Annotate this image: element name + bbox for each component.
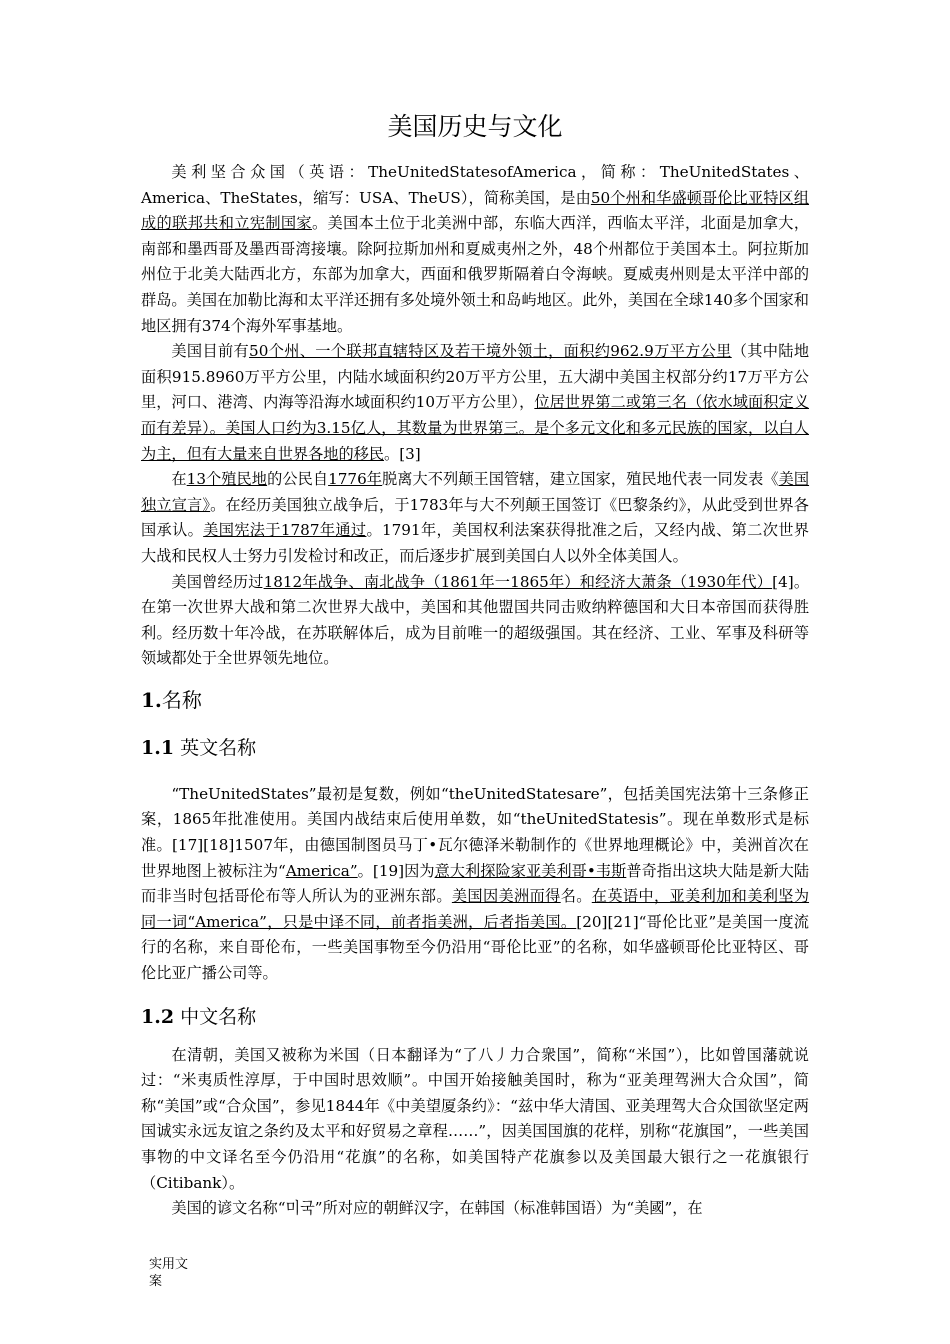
underlined-text-run: 50个州、一个联邦直辖特区及若干境外领土，面积约962.9万平方公里 [249,342,732,361]
text-run: 在清朝，美国又被称为米国（日本翻译为“了八丿力合衆国”，简称“米国”），比如曾国藩就说过：“米夷质性淳厚，于中国时思效顺”。中国开始接触美国时，称为“亚美理驾洲大合众国”，简称“美国”或“合众国”，参见1844年《中美望厦条约》：“兹中华大清国、亚美理驾大合众国欲坚定两国诚实永远友谊之条约及太平和好贸易之章程……”，因美国国旗的花样，别称“花旗国”，一些美国事物的中文译名至今仍沿用“花旗”的名称，如美国特产花旗参以及美国最大银行之一花旗银行（Citibank）。 [141,1045,809,1192]
intro-paragraph-4 [141,570,809,672]
section-label: 名称 [161,687,202,712]
underlined-text-run: 美国宪法于1787年通过 [203,521,367,540]
footer-line-1: 实用文 [149,1257,189,1272]
chinese-name-paragraph-1 [141,1043,809,1197]
underlined-text-run: 1812年战争、南北战争（1861年一1865年）和经济大萧条（1930年代） [263,572,773,591]
text-run: 名。 [560,887,592,906]
underlined-text-run: 在英语中，亚美利加和美利坚为同一词“America”，只是中译不同，前者指美洲，后者指美国。 [141,887,810,931]
subsection-label: 英文名称 [174,736,257,759]
underlined-text-run: 美国独立宣言》 [141,470,810,514]
text-run: 。1791年，美国权利法案获得批准之后，又经内战、第二次世界大战和民权人士努力引发检讨和改正，而后逐步扩展到美国白人以外全体美国人。 [141,521,810,565]
underlined-text-run: America” [285,861,358,880]
chinese-name-paragraph-2 [141,1196,809,1222]
page-footer [149,1256,209,1290]
text-run: 脱离大不列颠王国管辖，建立国家，殖民地代表一同发表《 [382,470,779,489]
text-run: 在 [171,470,187,489]
subsection-number: 1.1 [141,736,175,759]
intro-paragraph-2 [141,339,809,467]
text-run: 。[3] [384,444,421,463]
subsection-number: 1.2 [141,1005,175,1028]
text-run: 。[19]因为 [357,861,435,880]
section-heading-name [141,680,809,720]
text-run: 美国曾经历过 [171,572,264,591]
subsection-heading-chinese-name [141,997,809,1037]
intro-paragraph-3 [141,467,809,569]
text-run: 的公民自 [267,470,329,489]
text-run: 。在经历美国独立战争后，于1783年与大不列颠王国签订《巴黎条约》，从此受到世界各国承认。 [141,495,809,540]
text-run: [20][21]“哥伦比亚”是美国一度流行的名称，来自哥伦布，一些美国事物至今仍沿用“哥伦比亚”的名称，如华盛顿哥伦比亚特区、哥伦比亚广播公司等。 [141,912,809,983]
underlined-text-run: 意大利探险家亚美利哥•韦斯 [434,861,627,880]
text-run: [4]。在第一次世界大战和第二次世界大战中，美国和其他盟国共同击败纳粹德国和大日本帝国而获得胜利。经历数十年冷战，在苏联解体后，成为目前唯一的超级强国。其在经济、工业、军事及科研等领域都处于全世界领先地位。 [141,572,810,668]
document-body [141,108,809,1222]
subsection-label: 中文名称 [174,1005,257,1028]
underlined-text-run: 美国因美洲而得 [451,887,561,906]
subsection-heading-english-name [141,728,809,768]
underlined-text-run: 位居世界第二或第三名（依水域面积定义而有差异）。美国人口约为3.15亿人，其数量为世界第三。是个多元文化和多元民族的国家，以白人为主，但有大量来自世界各地的移民 [141,393,810,463]
intro-paragraph-1 [141,160,809,339]
underlined-text-run: 13个殖民地 [186,470,268,489]
text-run: 美国的谚文名称“미국”所对应的朝鲜汉字，在韩国（标准韩国语）为“美國”，在 [171,1199,703,1218]
text-run: 美国目前有 [171,342,250,361]
document-title: 美国历史与文化 [387,112,563,141]
text-run: 美利坚合众国（英语：TheUnitedStatesofAmerica，简称：TheUnitedStates、America、TheStates，缩写：USA、TheUS），简称美国，是由 [141,163,809,207]
text-run: 普奇指出这块大陆是新大陆而非当时包括哥伦布等人所认为的亚洲东部。 [141,861,810,906]
underlined-text-run: 50个州和华盛顿哥伦比亚特区组成的联邦共和立宪制国家 [141,188,810,233]
english-name-paragraph [141,782,809,987]
footer-line-2: 案 [149,1274,163,1289]
text-run: “TheUnitedStates”最初是复数，例如“theUnitedStatesare”，包括美国宪法第十三条修正案，1865年批准使用。美国内战结束后使用单数，如“theUnitedStatesis”。现在单数形式是标准。[17][18]1507年，由德国制图员马丁•瓦尔德泽米勒制作的《世界地理概论》中，美洲首次在世界地图上被标注为“ [141,784,809,880]
underlined-text-run: 1776年 [328,470,383,489]
text-run: 。美国本土位于北美洲中部，东临大西洋，西临太平洋，北面是加拿大，南部和墨西哥及墨西哥湾接壤。除阿拉斯加州和夏威夷州之外，48个州都位于美国本土。阿拉斯加州位于北美大陆西北方，东部为加拿大，西面和俄罗斯隔着白令海峡。夏威夷州则是太平洋中部的群岛。美国在加勒比海和太平洋还拥有多处境外领土和岛屿地区。此外，美国在全球140多个国家和地区拥有374个海外军事基地。 [141,214,810,335]
text-run: （其中陆地面积915.8960万平方公里，内陆水域面积约20万平方公里，五大湖中美国主权部分约17万平方公里，河口、港湾、内海等沿海水域面积约10万平方公里）， [141,342,810,412]
section-number: 1. [141,687,162,712]
